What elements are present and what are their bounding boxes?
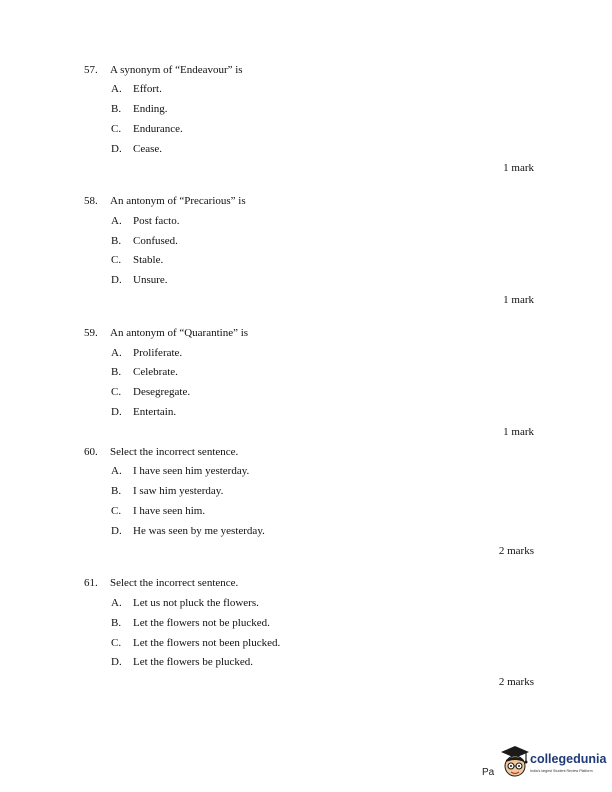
student-mascot-icon <box>500 744 530 780</box>
option-text: Endurance. <box>133 123 183 135</box>
question-prompt: A synonym of “Endeavour” is <box>110 64 243 76</box>
marks-label: 1 mark <box>503 162 534 174</box>
logo-wordmark: collegedunia <box>530 752 607 766</box>
option-letter: C. <box>111 505 122 517</box>
option-c[interactable] <box>111 386 190 398</box>
option-text: Celebrate. <box>133 366 178 378</box>
logo-tagline: India's largest Student Review Platform <box>530 769 593 773</box>
option-text: Let the flowers not be plucked. <box>133 617 270 629</box>
option-letter: C. <box>111 254 122 266</box>
option-letter: B. <box>111 617 122 629</box>
question-prompt: Select the incorrect sentence. <box>110 446 239 458</box>
option-d[interactable] <box>111 406 176 418</box>
option-text: He was seen by me yesterday. <box>133 525 265 537</box>
option-text: I have seen him yesterday. <box>133 465 250 477</box>
question-text <box>84 327 248 339</box>
option-text: I saw him yesterday. <box>133 485 224 497</box>
option-letter: A. <box>111 347 122 359</box>
option-letter: C. <box>111 637 122 649</box>
option-d[interactable] <box>111 525 265 537</box>
option-letter: B. <box>111 235 122 247</box>
option-d[interactable] <box>111 143 162 155</box>
option-a[interactable] <box>111 347 182 359</box>
option-text: Let us not pluck the flowers. <box>133 597 259 609</box>
option-letter: B. <box>111 103 122 115</box>
option-text: I have seen him. <box>133 505 206 517</box>
option-letter: C. <box>111 123 122 135</box>
option-letter: D. <box>111 274 122 286</box>
option-letter: A. <box>111 83 122 95</box>
option-letter: A. <box>111 465 122 477</box>
option-c[interactable] <box>111 637 280 649</box>
question-text <box>84 446 238 458</box>
option-b[interactable] <box>111 485 223 497</box>
question-prompt: An antonym of “Precarious” is <box>110 195 246 207</box>
option-letter: A. <box>111 215 122 227</box>
option-b[interactable] <box>111 235 178 247</box>
option-text: Proliferate. <box>133 347 183 359</box>
question-prompt: Select the incorrect sentence. <box>110 577 239 589</box>
option-text: Ending. <box>133 103 168 115</box>
question-number: 58. <box>84 195 98 207</box>
option-text: Confused. <box>133 235 178 247</box>
option-a[interactable] <box>111 83 162 95</box>
option-a[interactable] <box>111 465 249 477</box>
question-text <box>84 577 238 589</box>
option-text: Stable. <box>133 254 164 266</box>
option-letter: A. <box>111 597 122 609</box>
marks-label: 2 marks <box>498 545 534 557</box>
option-a[interactable] <box>111 215 179 227</box>
option-text: Effort. <box>133 83 162 95</box>
option-b[interactable] <box>111 366 178 378</box>
option-letter: D. <box>111 525 122 537</box>
option-d[interactable] <box>111 656 253 668</box>
option-letter: C. <box>111 386 122 398</box>
option-letter: B. <box>111 366 122 378</box>
option-text: Entertain. <box>133 406 177 418</box>
option-d[interactable] <box>111 274 168 286</box>
question-text <box>84 64 243 76</box>
option-text: Let the flowers not been plucked. <box>133 637 281 649</box>
question-number: 59. <box>84 327 98 339</box>
question-text <box>84 195 246 207</box>
page-number-label: Pa <box>482 767 495 778</box>
option-a[interactable] <box>111 597 259 609</box>
question-prompt: An antonym of “Quarantine” is <box>110 327 249 339</box>
option-text: Unsure. <box>133 274 168 286</box>
marks-label: 1 mark <box>503 294 534 306</box>
option-b[interactable] <box>111 103 168 115</box>
option-text: Cease. <box>133 143 163 155</box>
question-number: 57. <box>84 64 98 76</box>
question-number: 61. <box>84 577 98 589</box>
option-b[interactable] <box>111 617 270 629</box>
option-letter: D. <box>111 143 122 155</box>
marks-label: 2 marks <box>498 676 534 688</box>
option-c[interactable] <box>111 254 163 266</box>
option-text: Post facto. <box>133 215 180 227</box>
option-text: Let the flowers be plucked. <box>133 656 254 668</box>
marks-label: 1 mark <box>503 426 534 438</box>
page-footer <box>0 740 612 792</box>
option-text: Desegregate. <box>133 386 191 398</box>
question-number: 60. <box>84 446 98 458</box>
option-letter: D. <box>111 406 122 418</box>
option-letter: D. <box>111 656 122 668</box>
collegedunia-logo[interactable] <box>500 740 612 786</box>
option-c[interactable] <box>111 123 183 135</box>
option-c[interactable] <box>111 505 205 517</box>
option-letter: B. <box>111 485 122 497</box>
